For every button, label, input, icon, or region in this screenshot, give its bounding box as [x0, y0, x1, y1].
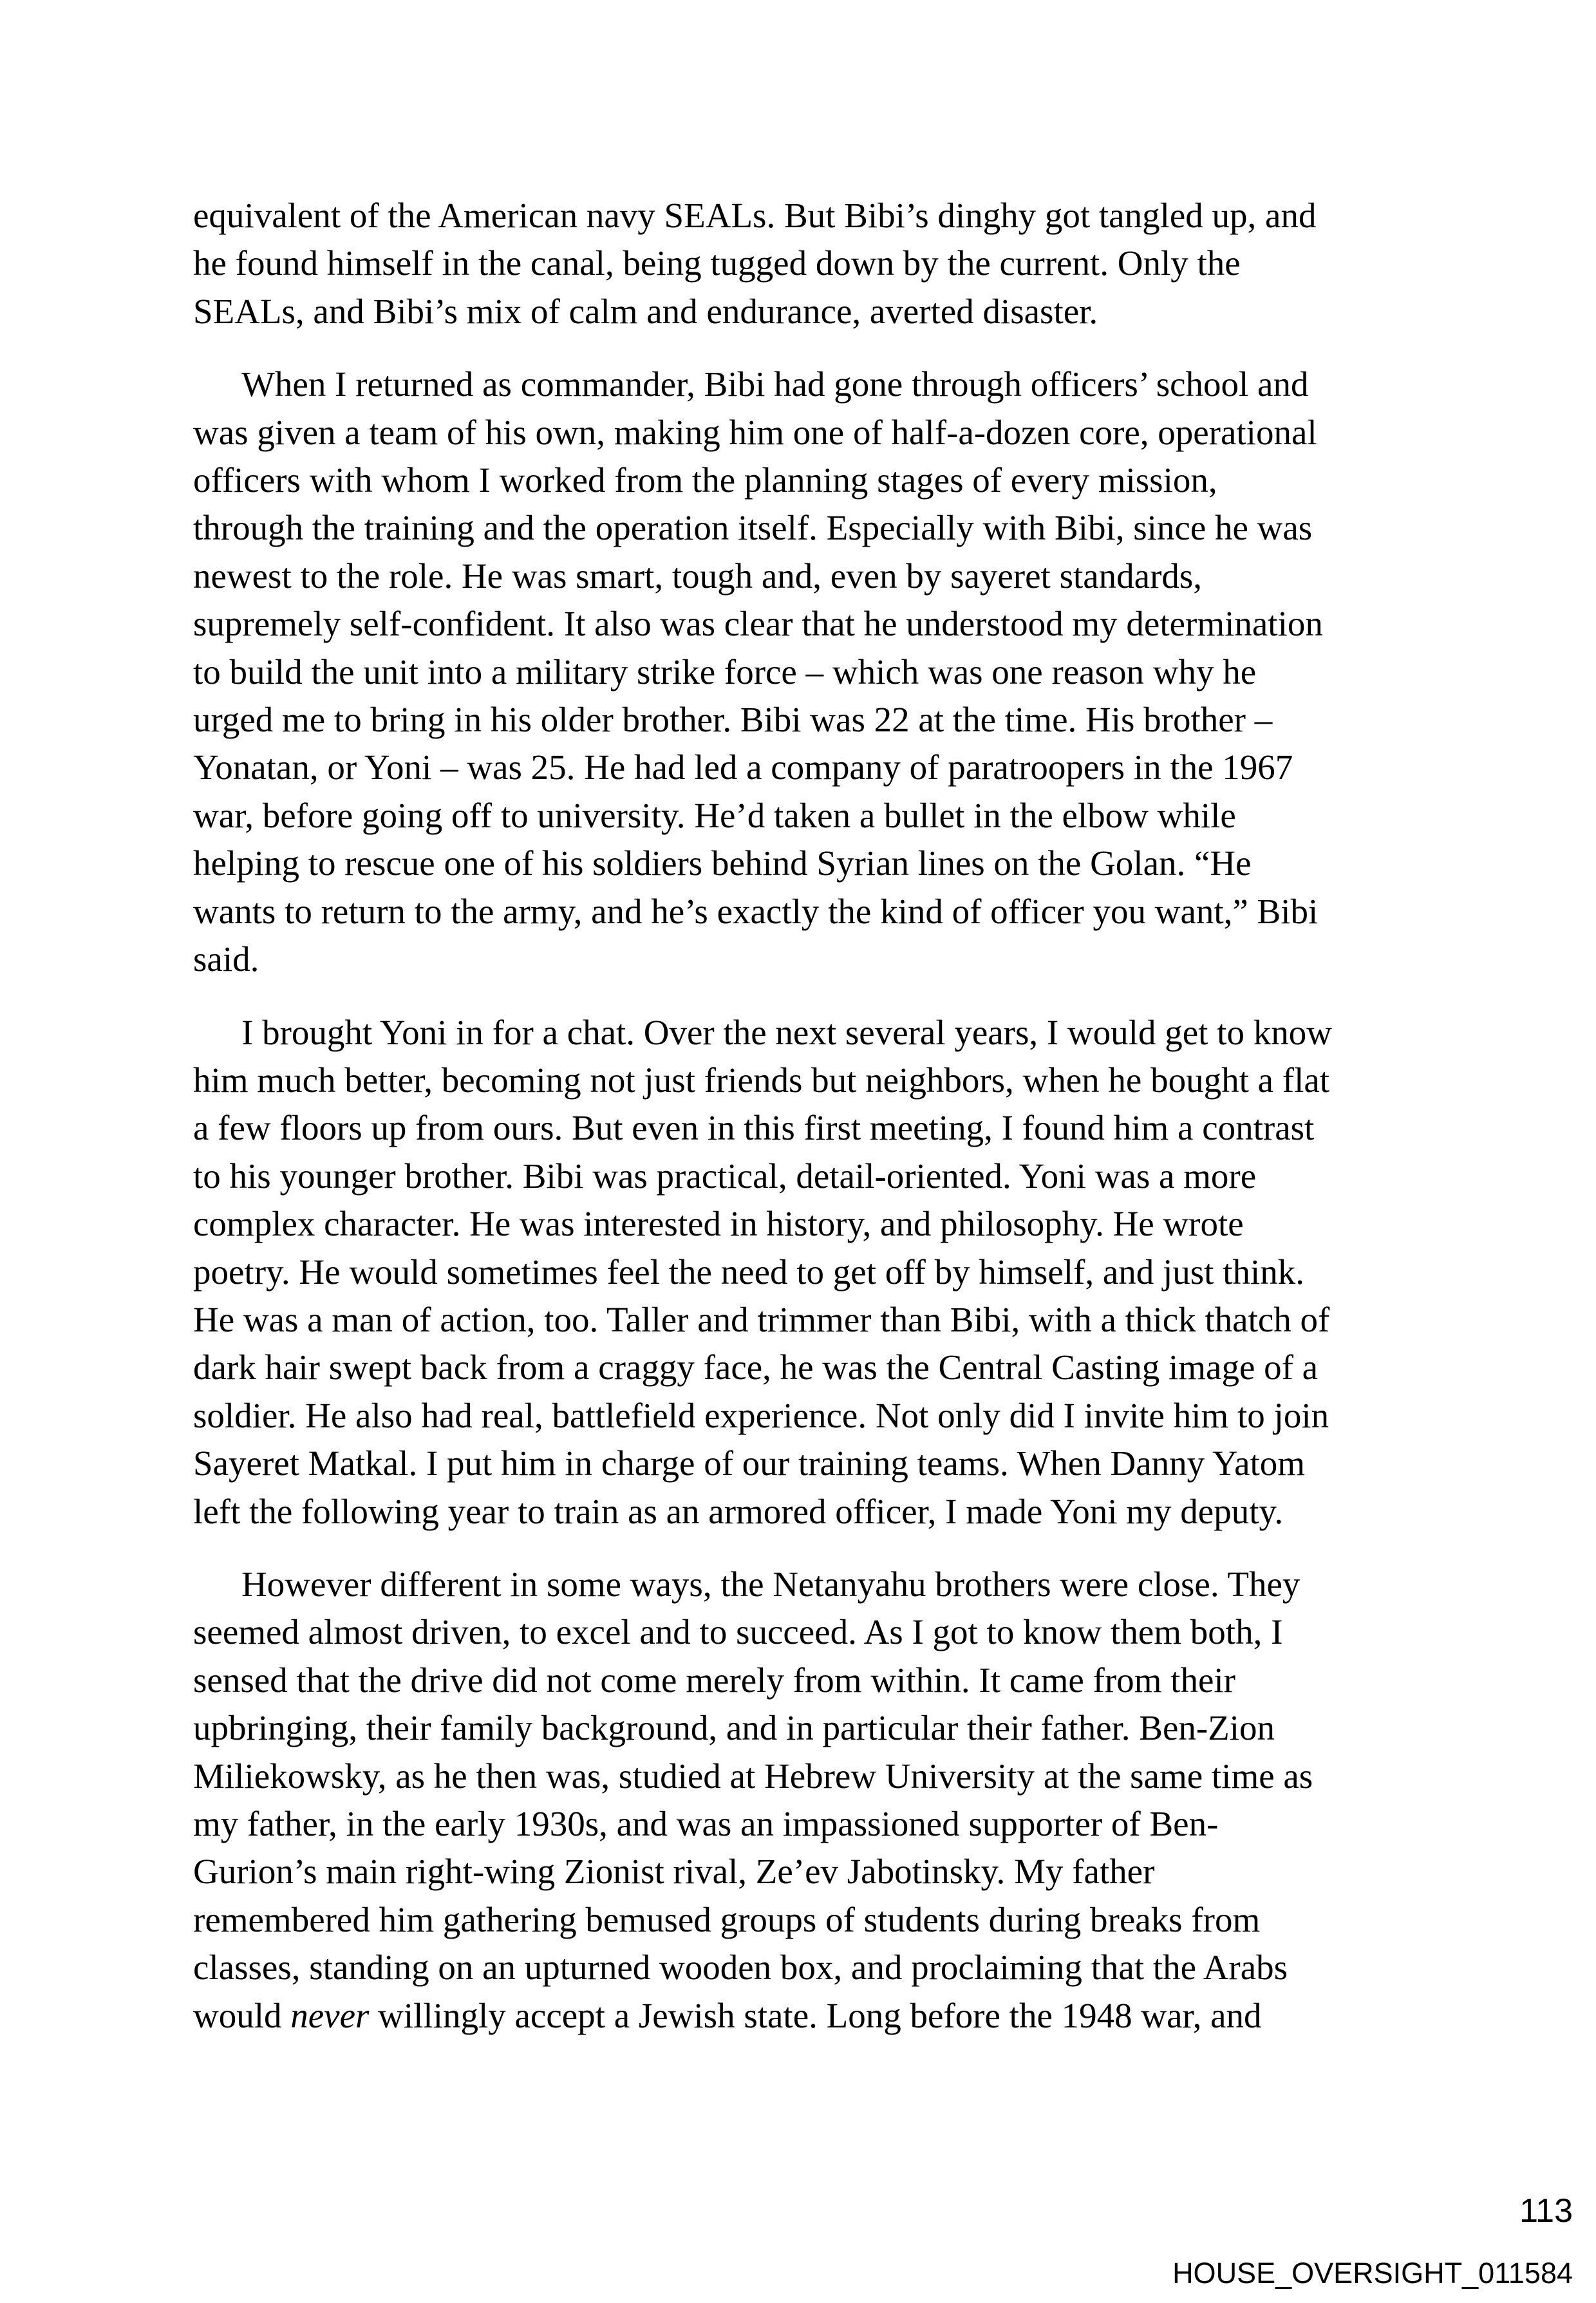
text-line: to build the unit into a military strike force – which was one reason why he: [193, 652, 1257, 691]
text-line: wants to return to the army, and he’s exactly the kind of officer you want,” Bibi: [193, 891, 1319, 931]
text-line: said.: [193, 939, 259, 979]
text-line: When I returned as commander, Bibi had gone through officers’ school and: [241, 364, 1309, 404]
paragraph-4: [193, 1561, 1416, 2040]
text-line: Miliekowsky, as he then was, studied at Hebrew University at the same time as: [193, 1756, 1313, 1796]
text-line: a few floors up from ours. But even in this first meeting, I found him a contrast: [193, 1108, 1315, 1148]
text-line: was given a team of his own, making him one of half-a-dozen core, operational: [193, 412, 1317, 452]
text-line: left the following year to train as an armored officer, I made Yoni my deputy.: [193, 1491, 1284, 1531]
text-line-with-emphasis: [193, 1992, 1416, 2040]
page-number: 113: [1519, 2192, 1573, 2230]
text-line: Gurion’s main right-wing Zionist rival, Ze’ev Jabotinsky. My father: [193, 1852, 1155, 1892]
text-line: remembered him gathering bemused groups of students during breaks from: [193, 1899, 1261, 1939]
paragraph-3: [193, 1009, 1416, 1536]
text-line: soldier. He also had real, battlefield experience. Not only did I invite him to join: [193, 1395, 1329, 1435]
text-line: seemed almost driven, to excel and to succeed. As I got to know them both, I: [193, 1612, 1283, 1652]
text-segment: willingly accept a Jewish state. Long before the 1948 war, and: [369, 1995, 1262, 2035]
text-line: to his younger brother. Bibi was practical, detail-oriented. Yoni was a more: [193, 1156, 1257, 1196]
text-line: him much better, becoming not just friends but neighbors, when he bought a flat: [193, 1060, 1330, 1100]
text-line: dark hair swept back from a craggy face, he was the Central Casting image of a: [193, 1348, 1319, 1387]
text-line: urged me to bring in his older brother. Bibi was 22 at the time. His brother –: [193, 700, 1273, 740]
body-text: [193, 192, 1416, 2040]
text-line: through the training and the operation itself. Especially with Bibi, since he was: [193, 508, 1313, 548]
text-line: He was a man of action, too. Taller and trimmer than Bibi, with a thick thatch of: [193, 1299, 1330, 1339]
text-line: newest to the role. He was smart, tough and, even by sayeret standards,: [193, 556, 1203, 596]
text-line: sensed that the drive did not come merely from within. It came from their: [193, 1660, 1235, 1700]
text-segment: would: [193, 1995, 291, 2035]
paragraph-2: [193, 361, 1416, 983]
text-line: equivalent of the American navy SEALs. But Bibi’s dinghy got tangled up, and: [193, 196, 1317, 235]
text-line: he found himself in the canal, being tugged down by the current. Only the: [193, 243, 1241, 283]
text-line: poetry. He would sometimes feel the need to get off by himself, and just think.: [193, 1252, 1305, 1292]
text-line: supremely self-confident. It also was clear that he understood my determination: [193, 604, 1323, 644]
text-line: complex character. He was interested in history, and philosophy. He wrote: [193, 1204, 1244, 1244]
text-line: war, before going off to university. He’d taken a bullet in the elbow while: [193, 795, 1236, 835]
emphasized-word: never: [290, 1995, 370, 2035]
text-line: my father, in the early 1930s, and was an impassioned supporter of Ben-: [193, 1804, 1219, 1843]
text-line: Sayeret Matkal. I put him in charge of our training teams. When Danny Yatom: [193, 1443, 1306, 1483]
text-line: officers with whom I worked from the planning stages of every mission,: [193, 460, 1217, 500]
text-line: Yonatan, or Yoni – was 25. He had led a company of paratroopers in the 1967: [193, 747, 1293, 787]
paragraph-1: [193, 192, 1416, 335]
text-line: upbringing, their family background, and in particular their father. Ben-Zion: [193, 1708, 1275, 1748]
text-line: I brought Yoni in for a chat. Over the next several years, I would get to know: [241, 1012, 1332, 1052]
bates-stamp: HOUSE_OVERSIGHT_011584: [1172, 2257, 1573, 2289]
text-line: classes, standing on an upturned wooden box, and proclaiming that the Arabs: [193, 1948, 1288, 1988]
text-line: helping to rescue one of his soldiers behind Syrian lines on the Golan. “He: [193, 843, 1252, 883]
text-line: However different in some ways, the Netanyahu brothers were close. They: [241, 1564, 1300, 1604]
text-line: SEALs, and Bibi’s mix of calm and endurance, averted disaster.: [193, 291, 1098, 331]
